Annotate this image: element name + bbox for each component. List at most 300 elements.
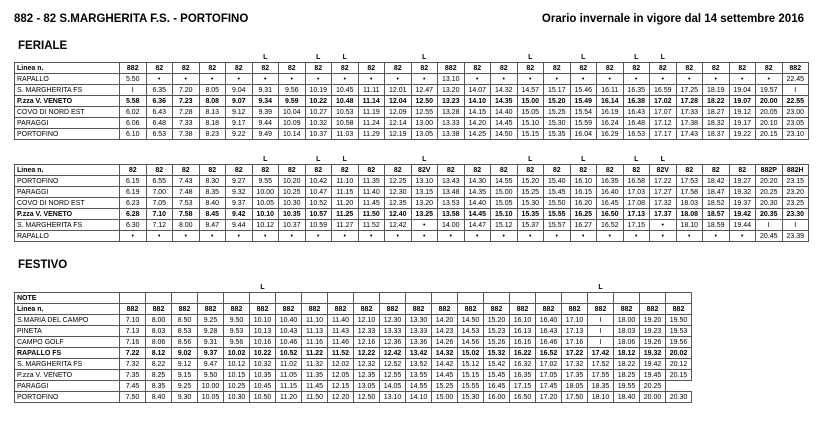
time-cell: 19.12 [729,107,756,118]
line-number-cell: 82 [305,63,332,74]
line-number-cell: 82 [597,63,624,74]
time-cell: 17.37 [650,209,677,220]
line-number-cell: 82 [226,165,253,176]
time-cell: 11.25 [332,209,359,220]
time-cell: 6.06 [120,118,147,129]
time-cell: • [385,231,412,242]
time-cell: 12.22 [354,348,380,359]
time-cell: 13.15 [411,187,438,198]
time-cell: • [676,231,703,242]
time-cell: 20.00 [756,96,783,107]
time-cell: 7.05 [146,198,173,209]
time-cell: 15.25 [432,381,458,392]
time-cell: 9.37 [226,198,253,209]
time-cell: 10.53 [332,107,359,118]
time-cell: 15.57 [544,220,571,231]
time-cell: 8.50 [172,315,198,326]
time-cell: 20.20 [756,176,783,187]
time-cell: 23.05 [782,118,809,129]
note-cell [380,293,406,304]
time-cell: 17.35 [562,370,588,381]
time-cell: 15.25 [544,107,571,118]
line-marker [380,283,406,293]
time-cell: 15.05 [517,107,544,118]
time-cell: 12.05 [328,370,354,381]
time-cell: 9.04 [226,85,253,96]
time-cell: 7.23 [173,96,200,107]
time-cell: 11.43 [328,326,354,337]
time-cell: 14.30 [464,176,491,187]
line-number-cell: 882 [640,304,666,315]
time-cell: 17.02 [650,96,677,107]
time-cell: 17.16 [562,337,588,348]
line-number-cell: 82V [411,165,438,176]
line-number-cell: 82 [120,165,147,176]
time-cell: 20.25 [640,381,666,392]
time-cell: 12.02 [328,359,354,370]
time-cell: 13.33 [380,326,406,337]
time-cell: 16.53 [623,129,650,140]
time-cell: 10.47 [305,187,332,198]
time-cell: 8.08 [199,96,226,107]
line-number-cell: 82 [199,63,226,74]
time-cell: 20.15 [666,370,692,381]
time-cell: I [588,337,614,348]
time-cell: 9.12 [172,359,198,370]
time-cell: 15.46 [570,85,597,96]
time-cell: 11.05 [276,370,302,381]
lines-marker-row [15,155,809,165]
time-cell: • [703,231,730,242]
line-marker [172,283,198,293]
time-cell: 17.20 [536,392,562,403]
time-cell: 18.03 [676,198,703,209]
time-cell: 7.43 [173,176,200,187]
time-cell: 15.37 [517,220,544,231]
time-cell: 10.22 [305,96,332,107]
time-cell: 19.44 [729,220,756,231]
time-cell: 13.43 [438,176,465,187]
time-cell: • [756,74,783,85]
time-cell: 12.19 [385,129,412,140]
time-cell: 12.09 [385,107,412,118]
line-number-cell: 82 [676,165,703,176]
note-cell [640,293,666,304]
line-number-cell: 82 [173,63,200,74]
line-marker [438,53,465,63]
time-cell: 13.25 [411,209,438,220]
time-cell: 17.27 [650,187,677,198]
time-cell: 8.03 [146,326,172,337]
time-cell: 18.59 [703,220,730,231]
time-cell: 19.04 [729,85,756,96]
line-number-cell: 82 [411,63,438,74]
time-cell: 14.53 [458,326,484,337]
line-number-cell: 82 [570,165,597,176]
time-cell: 11.22 [302,348,328,359]
time-cell: 14.40 [491,107,518,118]
time-cell: 20.35 [756,209,783,220]
time-cell: 10.45 [250,381,276,392]
time-cell: 15.12 [458,359,484,370]
time-cell: 10.13 [250,326,276,337]
time-cell: 11.45 [302,381,328,392]
page-title: 882 - 82 S.MARGHERITA F.S. - PORTOFINO [14,13,249,25]
time-cell: 7.16 [120,337,146,348]
table-row [15,129,809,140]
line-marker [146,155,173,165]
time-cell: 11.19 [358,107,385,118]
table-row [15,381,692,392]
time-cell: 14.25 [464,129,491,140]
time-cell: 10.46 [276,337,302,348]
time-cell: 19.32 [729,187,756,198]
time-cell: 11.40 [328,315,354,326]
time-cell: 18.42 [703,176,730,187]
time-cell: 7.38 [173,129,200,140]
time-cell: 13.05 [354,381,380,392]
stop-name: PORTOFINO [15,392,120,403]
stop-name: S. MARGHERITA FS [15,85,120,96]
time-cell: • [411,74,438,85]
time-cell: 8.40 [199,198,226,209]
time-cell: 10.52 [305,198,332,209]
time-cell: 15.45 [544,187,571,198]
time-cell: 19.27 [729,176,756,187]
stop-name: RAPALLO [15,231,120,242]
time-cell: • [517,74,544,85]
time-cell: 10.20 [279,176,306,187]
time-cell: 16.25 [570,209,597,220]
time-cell: 8.05 [199,85,226,96]
time-cell: 14.35 [464,187,491,198]
time-cell: 15.05 [491,198,518,209]
validity-note: Orario invernale in vigore dal 14 settembre 2016 [541,13,804,25]
stop-name: S.MARIA DEL CAMPO [15,315,120,326]
stop-name: COVO DI NORD EST [15,198,120,209]
line-marker [666,283,692,293]
time-cell: 11.16 [302,337,328,348]
time-cell: 12.20 [328,392,354,403]
time-cell: 12.42 [380,348,406,359]
time-cell: 17.33 [676,107,703,118]
line-number-cell: 882 [172,304,198,315]
note-label: NOTE [15,293,120,304]
time-cell: 16.59 [650,85,677,96]
line-marker [385,53,412,63]
line-number-cell: 82 [464,165,491,176]
note-cell [328,293,354,304]
time-cell: 15.42 [484,359,510,370]
time-cell: 14.35 [491,96,518,107]
time-cell: 11.52 [328,348,354,359]
time-cell: 20.12 [666,359,692,370]
time-cell: 12.30 [380,315,406,326]
note-cell [354,293,380,304]
time-cell: 10.14 [279,129,306,140]
line-number-cell: 82 [623,165,650,176]
line-marker [484,283,510,293]
stop-name: S. MARGHERITA FS [15,220,120,231]
table-row [15,220,809,231]
time-cell: 8.00 [146,315,172,326]
line-number-cell: 82 [544,165,571,176]
time-cell: 14.20 [464,118,491,129]
time-cell: 16.11 [597,85,624,96]
time-cell: 13.23 [438,96,465,107]
time-cell: 10.59 [305,220,332,231]
time-cell: 19.57 [756,85,783,96]
time-cell: 9.28 [198,326,224,337]
time-cell: 10.12 [252,220,279,231]
line-number-cell: 882 [510,304,536,315]
time-cell: 17.52 [588,359,614,370]
time-cell: 14.45 [432,370,458,381]
line-marker [198,283,224,293]
time-cell: • [491,231,518,242]
line-marker: L [422,156,427,163]
table-row [15,96,809,107]
time-cell: 9.07 [226,96,253,107]
time-cell: 18.10 [588,392,614,403]
time-cell: 19.53 [666,326,692,337]
time-cell: 16.45 [597,198,624,209]
time-cell: 13.00 [411,118,438,129]
time-cell: 18.05 [562,381,588,392]
time-cell: 19.56 [666,337,692,348]
note-cell [146,293,172,304]
time-cell: 9.56 [279,85,306,96]
time-cell: 16.00 [484,392,510,403]
time-cell: 17.10 [562,315,588,326]
time-cell: 20.10 [756,118,783,129]
time-cell: 16.04 [570,129,597,140]
table-row [15,392,692,403]
line-number-cell: 82 [623,63,650,74]
time-cell: 19.42 [729,209,756,220]
time-cell: 15.55 [544,209,571,220]
table-row [15,348,692,359]
line-number-cell: 82 [252,63,279,74]
time-cell: 15.15 [517,129,544,140]
time-cell: 10.32 [305,118,332,129]
table-row [15,209,809,220]
time-cell: 19.26 [640,337,666,348]
line-marker [703,53,730,63]
time-cell: 8.13 [199,107,226,118]
line-number-cell: 882 [224,304,250,315]
time-cell: 13.20 [438,85,465,96]
line-number-row [15,165,809,176]
table-row [15,85,809,96]
line-number-cell: 882 [484,304,510,315]
time-cell: • [491,74,518,85]
time-cell: 13.05 [411,129,438,140]
time-cell: 15.55 [458,381,484,392]
time-cell: 18.37 [703,129,730,140]
time-cell: 17.07 [650,107,677,118]
time-cell: 16.16 [510,337,536,348]
line-number-cell: 882P [756,165,783,176]
time-cell: 13.55 [406,370,432,381]
time-cell: 9.02 [172,348,198,359]
time-cell: 11.15 [276,381,302,392]
line-number-cell: 82 [226,63,253,74]
time-cell: 10.37 [279,220,306,231]
time-cell: 17.13 [623,209,650,220]
time-cell: 17.15 [510,381,536,392]
time-cell: 10.19 [305,85,332,96]
time-cell: 14.32 [491,85,518,96]
line-marker [302,283,328,293]
time-cell: 9.49 [252,129,279,140]
line-number-cell: 882H [782,165,809,176]
time-cell: 12.50 [411,96,438,107]
marker-spacer [15,283,120,293]
time-cell: 15.54 [570,107,597,118]
time-cell: 15.25 [517,187,544,198]
time-cell: 10.00 [252,187,279,198]
table-row [15,118,809,129]
time-cell: 14.56 [458,337,484,348]
time-cell: 12.55 [411,107,438,118]
time-cell: 20.00 [640,392,666,403]
time-cell: 11.50 [302,392,328,403]
time-cell: 12.01 [385,85,412,96]
line-number-cell: 882 [198,304,224,315]
time-cell: 14.40 [464,198,491,209]
table-row [15,315,692,326]
line-number-cell: 882 [536,304,562,315]
time-cell: 16.45 [484,381,510,392]
line-number-cell: 82 [332,165,359,176]
time-cell: 18.12 [614,348,640,359]
line-number-cell: 82 [279,165,306,176]
time-cell: • [226,231,253,242]
time-cell: 14.50 [491,129,518,140]
line-marker [276,283,302,293]
time-cell: • [332,231,359,242]
time-cell: 18.00 [614,315,640,326]
note-row [15,293,692,304]
line-marker [226,53,253,63]
time-cell: 10.40 [276,315,302,326]
time-cell: 6.43 [146,107,173,118]
time-cell: 17.17 [650,129,677,140]
time-cell: 22.55 [782,96,809,107]
time-cell: 16.43 [623,107,650,118]
time-cell: 10.10 [250,315,276,326]
time-cell: 10.00 [198,381,224,392]
time-cell: 13.33 [406,326,432,337]
time-cell: 7.10 [146,209,173,220]
timetable-festivo [14,283,692,403]
time-cell: I [756,220,783,231]
line-marker [354,283,380,293]
time-cell: 7.53 [173,198,200,209]
time-cell: • [544,231,571,242]
time-cell: 9.15 [172,370,198,381]
time-cell: 9.27 [226,176,253,187]
time-cell: 11.20 [276,392,302,403]
time-cell: 11.10 [302,315,328,326]
time-cell: 16.40 [536,315,562,326]
time-cell: • [438,231,465,242]
line-marker [120,155,147,165]
time-cell: 11.15 [332,187,359,198]
time-cell: • [623,74,650,85]
time-cell: 9.44 [252,118,279,129]
time-cell: 12.25 [385,176,412,187]
time-cell: 9.44 [226,220,253,231]
time-cell: 16.14 [597,96,624,107]
line-marker [676,155,703,165]
time-cell: 18.06 [614,337,640,348]
time-cell: 11.13 [302,326,328,337]
time-cell: 15.10 [491,209,518,220]
time-cell: 9.50 [198,370,224,381]
time-cell: 10.25 [224,381,250,392]
time-cell: 14.45 [491,118,518,129]
line-marker: L [528,156,533,163]
time-cell: 18.40 [614,392,640,403]
time-cell: 15.20 [517,176,544,187]
time-cell: 18.08 [676,209,703,220]
time-cell: • [597,231,624,242]
time-cell: 11.02 [276,359,302,370]
time-cell: 16.35 [597,176,624,187]
time-cell: 13.38 [438,129,465,140]
line-number-cell: 882 [328,304,354,315]
time-cell: 16.40 [597,187,624,198]
time-cell: 15.15 [458,370,484,381]
time-cell: • [650,231,677,242]
time-cell: 15.45 [484,370,510,381]
time-cell: 14.50 [458,315,484,326]
time-cell: 12.52 [380,359,406,370]
time-cell: • [173,74,200,85]
time-cell: 8.35 [146,381,172,392]
time-cell: 12.36 [380,337,406,348]
time-cell: 12.32 [354,359,380,370]
time-cell: 10.45 [332,85,359,96]
time-cell: 10.42 [305,176,332,187]
note-cell [302,293,328,304]
time-cell: 14.55 [406,381,432,392]
line-marker [491,155,518,165]
time-cell: 10.32 [250,359,276,370]
line-number-cell: 82 [729,63,756,74]
line-marker [491,53,518,63]
line-number-cell: 82 [491,63,518,74]
time-cell: 16.52 [597,220,624,231]
time-cell: • [199,74,226,85]
time-cell: 13.36 [406,337,432,348]
time-cell: 8.23 [199,129,226,140]
note-cell [484,293,510,304]
time-cell: 14.26 [432,337,458,348]
time-cell: 10.52 [276,348,302,359]
time-cell: 13.10 [438,74,465,85]
time-cell: 17.22 [650,176,677,187]
note-cell [588,293,614,304]
time-cell: 16.29 [597,129,624,140]
time-cell: 11.45 [358,198,385,209]
time-cell: 13.52 [406,359,432,370]
time-cell: 11.29 [358,129,385,140]
time-cell: 11.50 [358,209,385,220]
time-cell: • [729,74,756,85]
